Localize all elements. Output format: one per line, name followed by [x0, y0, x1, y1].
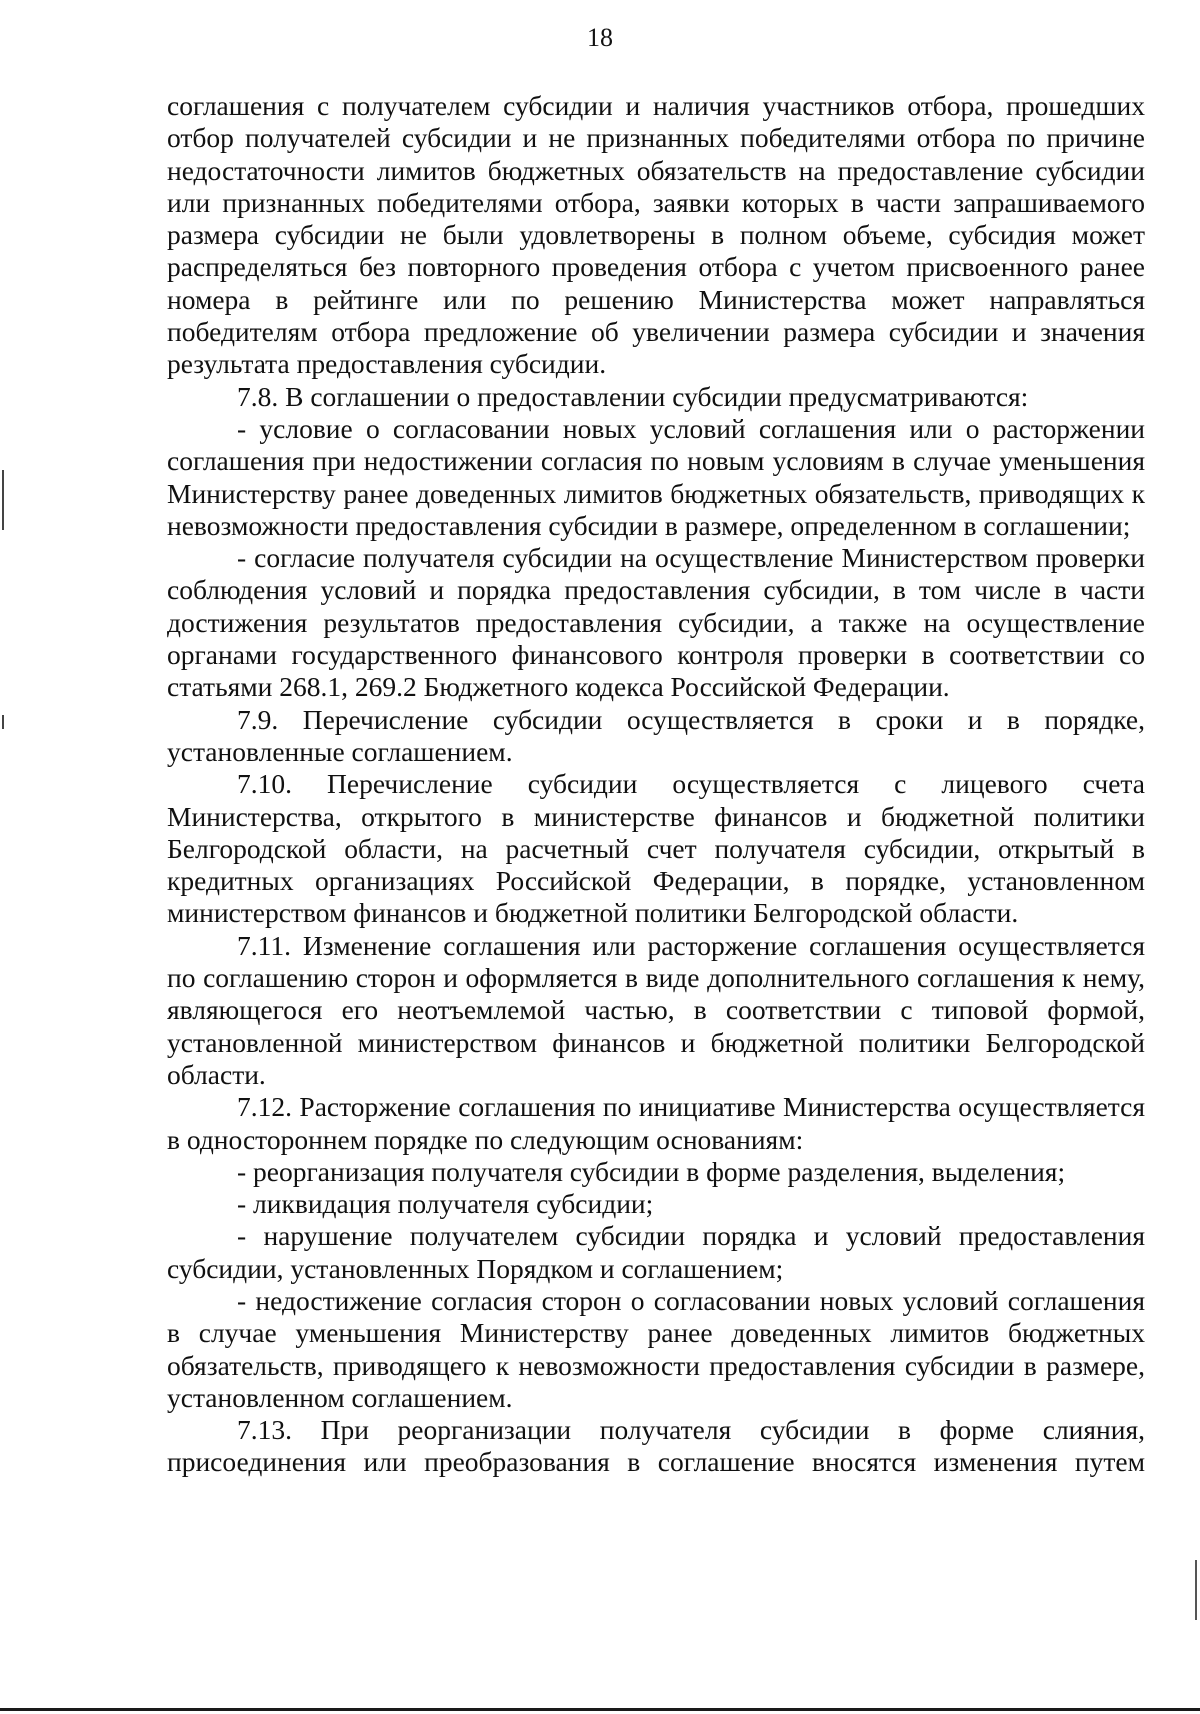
- body-text: [167, 90, 1145, 1479]
- paragraph-7-11: 7.11. Изменение соглашения или расторжение соглашения осуществляется по соглашению сторон и оформляется в виде дополнительного соглашения к нему, являющегося его неотъемлемой частью, в соответствии с типовой формой, установленной министерством финансов и бюджетной политики Белгородской области.: [167, 929, 1145, 1090]
- list-item-7-12-a: - реорганизация получателя субсидии в форме разделения, выделения;: [237, 1155, 1066, 1187]
- scan-bottom-edge: [0, 1708, 1200, 1711]
- page-number: 18: [587, 23, 613, 52]
- paragraph-7-10: 7.10. Перечисление субсидии осуществляется с лицевого счета Министерства, открытого в министерстве финансов и бюджетной политики Белгородской области, на расчетный счет получателя субсидии, открытый в кредитных организациях Российской Федерации, в порядке, установленном министерством финансов и бюджетной политики Белгородской области.: [167, 768, 1145, 929]
- list-item-7-12-b: - ликвидация получателя субсидии;: [237, 1188, 654, 1220]
- list-item-7-8-a: - условие о согласовании новых условий соглашения или о расторжении соглашения при недостижении согласия по новым условиям в случае уменьшения Министерству ранее доведенных лимитов бюджетных обязательств, приводящих к невозможности предоставления субсидии в размере, определенном в соглашении;: [167, 412, 1145, 541]
- scan-edge-mark: [2, 715, 4, 729]
- list-item-7-12-d: - недостижение согласия сторон о согласовании новых условий соглашения в случае уменьшения Министерству ранее доведенных лимитов бюджетных обязательств, приводящего к невозможности предоставления субсидии в размере, установленном соглашением.: [167, 1284, 1145, 1413]
- paragraph-continuation: соглашения с получателем субсидии и наличия участников отбора, прошедших отбор получателей субсидии и не признанных победителями отбора по причине недостаточности лимитов бюджетных обязательств на предоставление субсидии или признанных победителями отбора, заявки которых в части запрашиваемого размера субсидии не были удовлетворены в полном объеме, субсидия может распределяться без повторного проведения отбора с учетом присвоенного ранее номера в рейтинге или по решению Министерства может направляться победителям отбора предложение об увеличении размера субсидии и значения результата предоставления субсидии.: [167, 90, 1145, 380]
- list-item-7-12-c: - нарушение получателем субсидии порядка и условий предоставления субсидии, установленных Порядком и соглашением;: [167, 1220, 1145, 1284]
- paragraph-7-8: 7.8. В соглашении о предоставлении субсидии предусматриваются:: [237, 380, 1029, 412]
- scan-edge-mark: [1195, 1560, 1197, 1620]
- scan-edge-mark: [2, 470, 4, 530]
- paragraph-7-13: 7.13. При реорганизации получателя субсидии в форме слияния, присоединения или преобразования в соглашение вносятся изменения путем: [167, 1414, 1145, 1478]
- paragraph-7-12: 7.12. Расторжение соглашения по инициативе Министерства осуществляется в одностороннем порядке по следующим основаниям:: [167, 1091, 1145, 1155]
- paragraph-7-9: 7.9. Перечисление субсидии осуществляется в сроки и в порядке, установленные соглашением.: [167, 703, 1145, 767]
- list-item-7-8-b: - согласие получателя субсидии на осуществление Министерством проверки соблюдения условий и порядка предоставления субсидии, в том числе в части достижения результатов предоставления субсидии, а также на осуществление органами государственного финансового контроля проверки в соответствии со статьями 268.1, 269.2 Бюджетного кодекса Российской Федерации.: [167, 542, 1145, 703]
